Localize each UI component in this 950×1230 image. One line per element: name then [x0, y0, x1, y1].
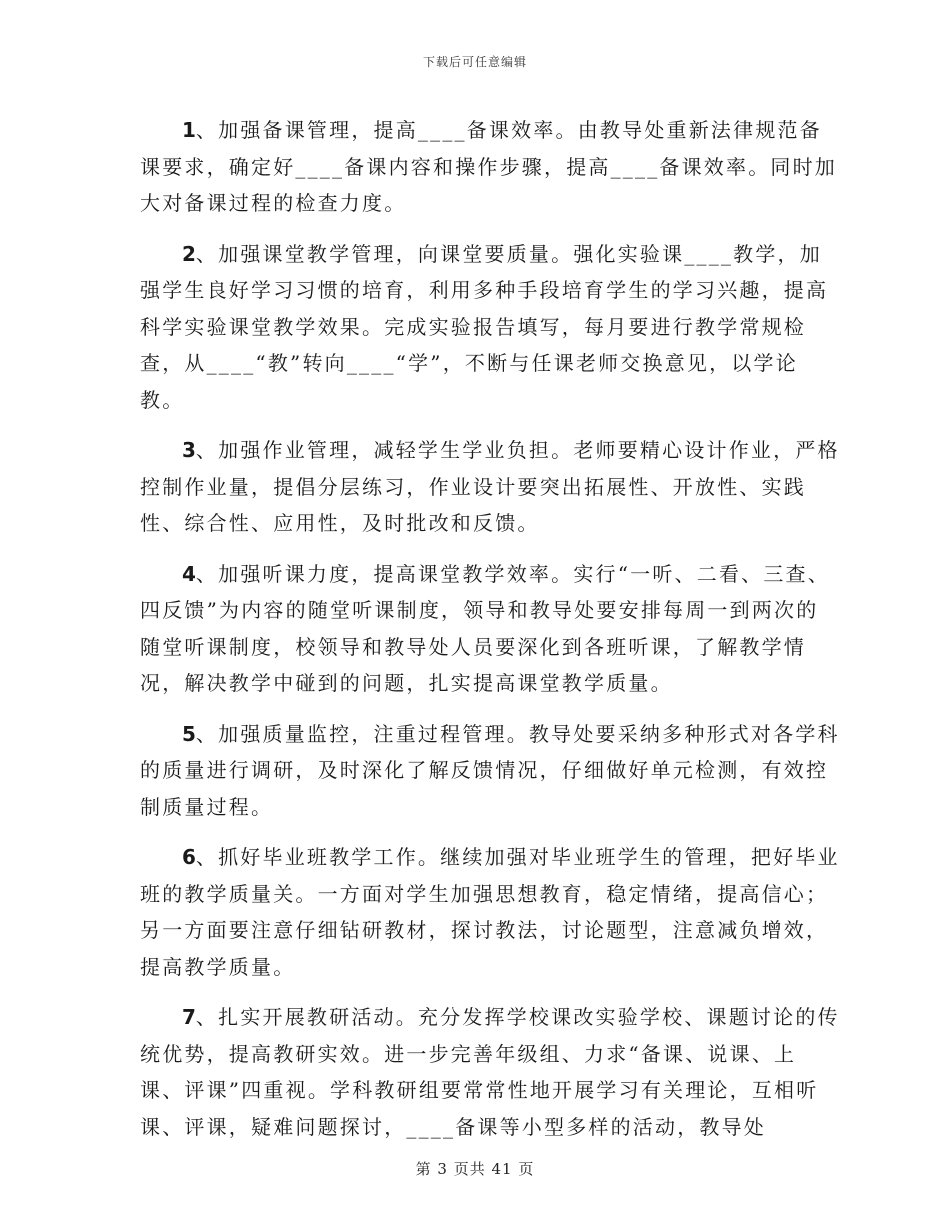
paragraph-text: 、加强课堂教学管理，向课堂要质量。强化实验课____教学，加强学生良好学习习惯的培育，利用多种手段培育学生的学习兴趣，提高科学实验课堂教学效果。完成实验报告填写，每月要进行教学常规检查，从____“教”转向____“学”，不断与任课老师交换意见，以学论教。 — [140, 241, 829, 412]
document-body — [140, 112, 840, 1159]
paragraph-number: 7 — [182, 1005, 196, 1029]
paragraph-text: 、加强听课力度，提高课堂教学效率。实行“一听、二看、三查、四反馈”为内容的随堂听课制度，领导和教导处要安排每周一到两次的随堂听课制度，校领导和教导处人员要深化到各班听课，了解教学情况，解决教学中碰到的问题，扎实提高课堂教学质量。 — [140, 561, 830, 695]
paragraph-2 — [140, 236, 840, 419]
paragraph-text: 、加强备课管理，提高____备课效率。由教导处重新法律规范备课要求，确定好____备课内容和操作步骤，提高____备课效率。同时加大对备课过程的检查力度。 — [140, 118, 837, 215]
paragraph-5 — [140, 716, 840, 826]
page-footer: 第 3 页共 41 页 — [415, 1160, 535, 1178]
paragraph-4 — [140, 556, 840, 702]
paragraph-text: 、加强质量监控，注重过程管理。教导处要采纳多种形式对各学科的质量进行调研，及时深化了解反馈情况，仔细做好单元检测，有效控制质量过程。 — [140, 721, 840, 819]
paragraph-3 — [140, 432, 840, 542]
paragraph-number: 3 — [182, 438, 196, 462]
paragraph-6 — [140, 839, 840, 985]
paragraph-text: 、抓好毕业班教学工作。继续加强对毕业班学生的管理，把好毕业班的教学质量关。一方面对学生加强思想教育，稳定情绪，提高信心；另一方面要注意仔细钻研教材，探讨教法，讨论题型，注意减负增效，提高教学质量。 — [140, 845, 840, 979]
paragraph-number: 1 — [182, 118, 196, 142]
paragraph-number: 2 — [182, 241, 196, 266]
paragraph-number: 6 — [182, 845, 196, 869]
page-header: 下载后可任意编辑 — [422, 55, 527, 69]
paragraph-number: 5 — [182, 721, 196, 746]
paragraph-text: 、加强作业管理，减轻学生学业负担。老师要精心设计作业，严格控制作业量，提倡分层练习，作业设计要突出拓展性、开放性、实践性、综合性、应用性，及时批改和反馈。 — [140, 438, 840, 535]
paragraph-1 — [140, 112, 840, 222]
paragraph-text: 、扎实开展教研活动。充分发挥学校课改实验学校、课题讨论的传统优势，提高教研实效。进一步完善年级组、力求“备课、说课、上课、评课”四重视。学科教研组要常常性地开展学习有关理论，互相听课、评课，疑难问题探讨，____备课等小型多样的活动，教导处 — [140, 1005, 840, 1139]
paragraph-number: 4 — [182, 561, 196, 586]
paragraph-7 — [140, 999, 840, 1145]
